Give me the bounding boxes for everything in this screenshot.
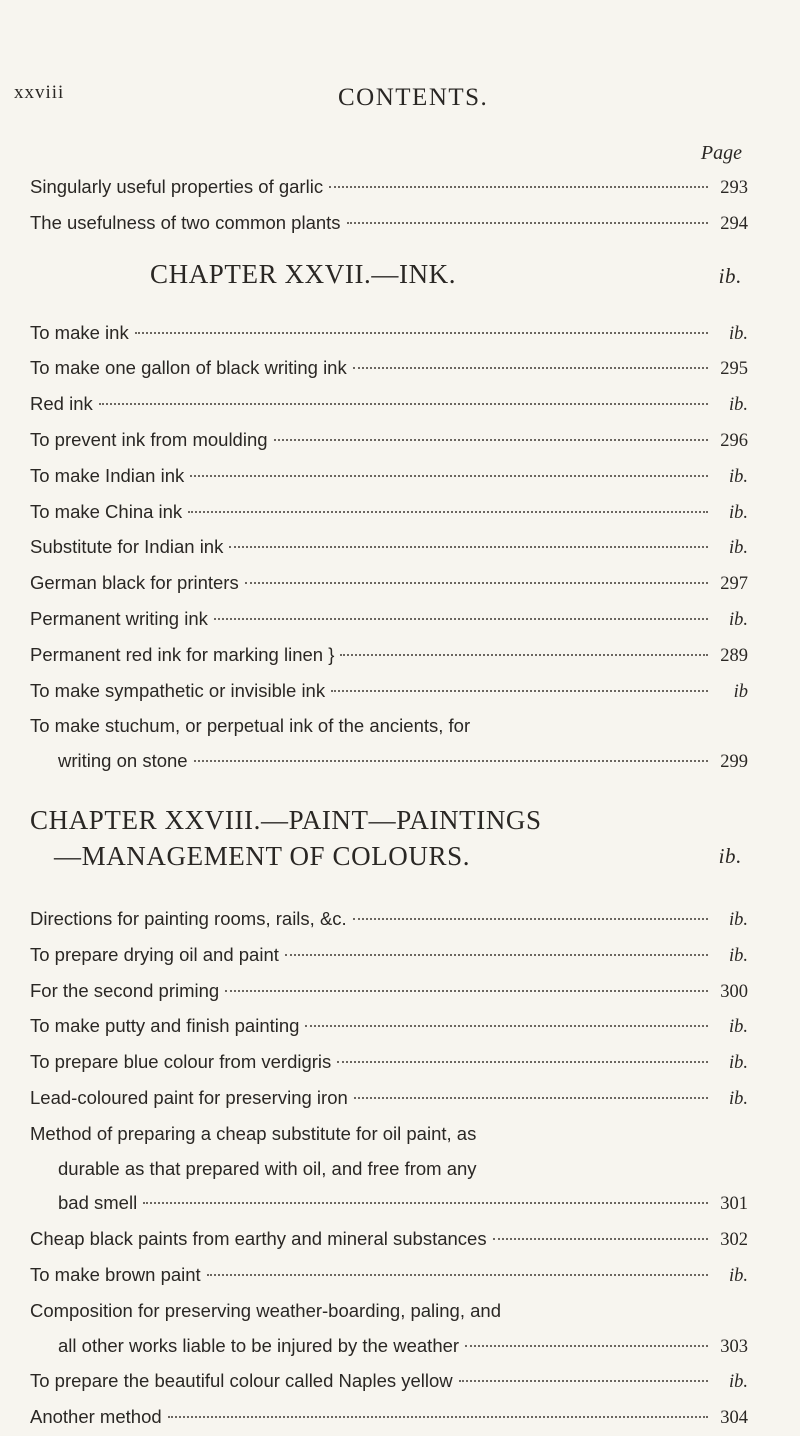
- entry-text: The usefulness of two common plants: [30, 211, 341, 233]
- entry-page: 297: [720, 574, 748, 595]
- chapter-heading-ink: [30, 254, 748, 294]
- chapter-page: ib.: [718, 843, 742, 868]
- list-item: [30, 1081, 748, 1117]
- entry-page: ib.: [728, 1088, 748, 1109]
- entry-page: 301: [720, 1194, 748, 1215]
- list-item: [30, 974, 748, 1010]
- dot-leader: [135, 332, 708, 334]
- list-item: [30, 530, 748, 566]
- entry-line-last: [30, 1329, 748, 1365]
- entry-page: ib.: [728, 1053, 748, 1074]
- entry-text: Another method: [30, 1406, 162, 1428]
- list-item: [30, 1400, 748, 1436]
- list-item: [30, 1222, 748, 1258]
- list-item: [30, 638, 748, 674]
- list-item: [30, 674, 748, 710]
- list-item: [30, 1258, 748, 1294]
- list-item: [30, 495, 748, 531]
- entry-line-last: [30, 744, 748, 780]
- entry-text: To prepare blue colour from verdigris: [30, 1051, 332, 1073]
- entry-page: ib.: [728, 538, 748, 559]
- dot-leader: [340, 654, 708, 656]
- list-item: [30, 170, 748, 206]
- entry-page: ib: [733, 681, 748, 702]
- entry-text: all other works liable to be injured by the weather: [58, 1334, 460, 1356]
- chapter-title-line2: —MANAGEMENT OF COLOURS.: [54, 840, 471, 871]
- dot-leader: [207, 1274, 708, 1276]
- page-header: [0, 82, 800, 112]
- entry-page: 300: [720, 981, 748, 1002]
- entry-text: writing on stone: [58, 750, 188, 772]
- entry-text: To make ink: [30, 321, 129, 343]
- dot-leader: [190, 475, 708, 477]
- list-item: [30, 1364, 748, 1400]
- dot-leader: [347, 222, 708, 224]
- dot-leader: [353, 367, 708, 369]
- entry-page: ib.: [728, 609, 748, 630]
- list-item: [30, 387, 748, 423]
- contents-list: [30, 136, 748, 1436]
- entry-page: 296: [720, 430, 748, 451]
- entry-text: To make one gallon of black writing ink: [30, 357, 347, 379]
- entry-page: ib.: [728, 945, 748, 966]
- entry-page: ib.: [728, 395, 748, 416]
- entry-text: Directions for painting rooms, rails, &c.: [30, 907, 347, 929]
- entry-page: ib.: [728, 1017, 748, 1038]
- list-item: [30, 602, 748, 638]
- entry-text: To make brown paint: [30, 1263, 201, 1285]
- list-item: [30, 206, 748, 242]
- entry-text: bad smell: [58, 1192, 138, 1214]
- entry-text: For the second priming: [30, 979, 220, 1001]
- entry-page: ib.: [728, 502, 748, 523]
- entry-group-paint-a: [30, 902, 748, 1117]
- dot-leader: [354, 1097, 708, 1099]
- dot-leader: [229, 546, 708, 548]
- entry-line: To make stuchum, or perpetual ink of the ancients, for: [30, 715, 471, 737]
- entry-line: Composition for preserving weather-boarding, paling, and: [30, 1299, 501, 1321]
- dot-leader: [337, 1061, 708, 1063]
- dot-leader: [274, 439, 708, 441]
- page-column-label: Page: [700, 142, 742, 164]
- dot-leader: [99, 403, 708, 405]
- dot-leader: [214, 618, 708, 620]
- dot-leader: [353, 918, 708, 920]
- dot-leader: [245, 582, 708, 584]
- dot-leader: [194, 760, 708, 762]
- list-item: [30, 1009, 748, 1045]
- dot-leader: [465, 1345, 708, 1347]
- entry-text: To make Indian ink: [30, 464, 185, 486]
- entry-group-ink: [30, 316, 748, 710]
- entry-text: Cheap black paints from earthy and mineral substances: [30, 1228, 487, 1250]
- entry-page: 302: [720, 1230, 748, 1251]
- entry-page: 289: [720, 645, 748, 666]
- running-title: CONTENTS.: [338, 84, 489, 111]
- entry-text: Lead-coloured paint for preserving iron: [30, 1086, 348, 1108]
- entry-page: ib.: [728, 1265, 748, 1286]
- entry-text: To prepare the beautiful colour called Naples yellow: [30, 1370, 453, 1392]
- entry-text: Permanent red ink for marking linen }: [30, 643, 335, 665]
- entry-text: Substitute for Indian ink: [30, 536, 224, 558]
- entry-page: ib.: [728, 909, 748, 930]
- list-item: [30, 902, 748, 938]
- dot-leader: [143, 1202, 708, 1204]
- entry-page: 304: [720, 1408, 748, 1429]
- entry-page: 295: [720, 359, 748, 380]
- entry-text: To make putty and finish painting: [30, 1015, 300, 1037]
- entry-line: Method of preparing a cheap substitute for oil paint, as: [30, 1122, 477, 1144]
- entry-line: durable as that prepared with oil, and free from any: [58, 1157, 477, 1179]
- entry-group-paint-c: [30, 1364, 748, 1436]
- chapter-heading-paint: [30, 802, 748, 874]
- list-item: [30, 459, 748, 495]
- entry-text: To prevent ink from moulding: [30, 428, 268, 450]
- entry-group-top: [30, 170, 748, 242]
- dot-leader: [225, 990, 708, 992]
- chapter-page: ib.: [718, 263, 742, 288]
- entry-text: To prepare drying oil and paint: [30, 943, 279, 965]
- list-item-multiline: [30, 709, 748, 780]
- entry-group-paint-b: [30, 1222, 748, 1294]
- dot-leader: [188, 511, 708, 513]
- list-item: [30, 938, 748, 974]
- list-item-multiline: [30, 1117, 748, 1222]
- list-item: [30, 423, 748, 459]
- list-item: [30, 1045, 748, 1081]
- entry-page: 299: [720, 752, 748, 773]
- chapter-title-line1: CHAPTER XXVIII.—PAINT—PAINTINGS: [30, 804, 542, 835]
- entry-line-last: [30, 1186, 748, 1222]
- entry-text: Red ink: [30, 393, 93, 415]
- entry-page: 293: [720, 178, 748, 198]
- entry-text: To make sympathetic or invisible ink: [30, 679, 326, 701]
- list-item: [30, 351, 748, 387]
- list-item: [30, 316, 748, 352]
- entry-page: 294: [720, 213, 748, 234]
- chapter-title: CHAPTER XXVII.—INK.: [150, 258, 457, 289]
- dot-leader: [285, 954, 708, 956]
- entry-text: To make China ink: [30, 500, 183, 522]
- entry-page: ib.: [728, 323, 748, 344]
- dot-leader: [459, 1380, 708, 1382]
- entry-page: ib.: [728, 466, 748, 487]
- entry-text: German black for printers: [30, 572, 239, 594]
- entry-text: Singularly useful properties of garlic: [30, 176, 324, 197]
- list-item-multiline: [30, 1294, 748, 1365]
- dot-leader: [331, 690, 708, 692]
- entry-page: ib.: [728, 1372, 748, 1393]
- entry-page: 303: [720, 1336, 748, 1357]
- dot-leader: [305, 1025, 708, 1027]
- page-number: xxviii: [14, 82, 65, 103]
- entry-text: Permanent writing ink: [30, 607, 208, 629]
- list-item: [30, 566, 748, 602]
- dot-leader: [329, 186, 708, 188]
- dot-leader: [493, 1238, 708, 1240]
